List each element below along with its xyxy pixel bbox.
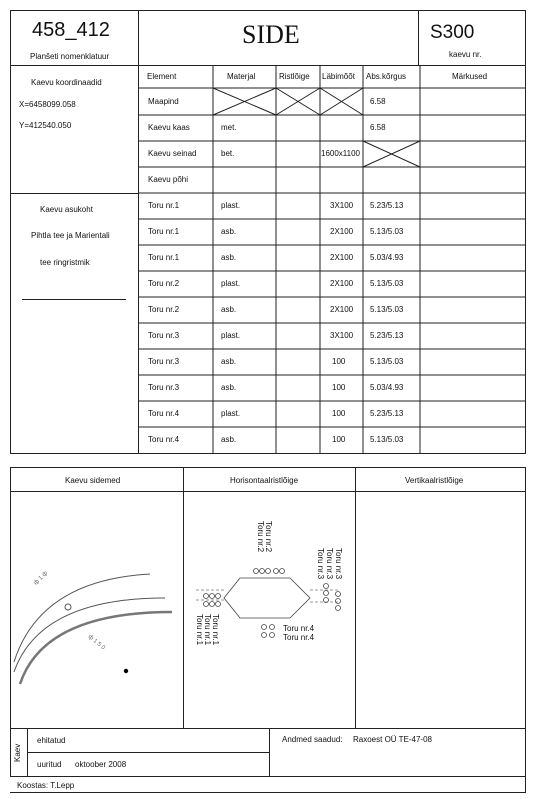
cell-element: Toru nr.2	[148, 279, 180, 288]
cell-element: Toru nr.4	[148, 435, 180, 444]
cell-element: Toru nr.2	[148, 305, 180, 314]
cell-abs-korgus: 6.58	[370, 123, 386, 132]
lower-left-line	[10, 467, 11, 777]
svg-text:ф 1 5 0: ф 1 5 0	[86, 633, 106, 652]
label-toru2b: Toru nr.2	[264, 521, 273, 553]
well-number-label: kaevu nr.	[449, 50, 482, 59]
cell-materjal: asb.	[221, 383, 237, 392]
left-panel-underline	[22, 299, 126, 300]
frame-left-line	[10, 10, 11, 453]
frame-top-line	[10, 10, 526, 11]
lower-col1-title: Kaevu sidemed	[65, 476, 121, 485]
lower-col3-title: Vertikaalristlõige	[405, 476, 464, 485]
label-toru2a: Toru nr.2	[256, 521, 265, 553]
cell-labimoot: 3X100	[330, 331, 354, 340]
cell-abs-korgus: 5.13/5.03	[370, 357, 404, 366]
location-line1: Pihtla tee ja Marientali	[31, 231, 110, 240]
cell-element: Toru nr.1	[148, 227, 180, 236]
cell-labimoot: 1600x1100	[321, 149, 360, 158]
footer-andmed-label: Andmed saadud:	[282, 735, 343, 744]
cell-labimoot: 2X100	[330, 279, 354, 288]
cell-materjal: asb.	[221, 227, 237, 236]
cell-labimoot: 100	[332, 357, 346, 366]
footer-koostas: Koostas: T.Lepp	[17, 781, 75, 790]
footer-bottom-line	[10, 776, 526, 777]
label-toru3c: Toru nr.3	[316, 548, 325, 580]
label-toru3a: Toru nr.3	[334, 548, 343, 580]
header-element: Element	[147, 72, 177, 81]
cell-element: Toru nr.1	[148, 253, 180, 262]
footer-top-line	[10, 728, 526, 729]
cell-materjal: plast.	[221, 409, 241, 418]
cell-labimoot: 3X100	[330, 201, 354, 210]
header-right-divider	[418, 10, 419, 65]
header-materjal: Materjal	[227, 72, 256, 81]
coords-title: Kaevu koordinaadid	[31, 78, 102, 87]
lower-header-line	[10, 491, 526, 492]
frame-right-line	[525, 10, 526, 453]
lower-col-divider-2	[355, 467, 356, 728]
document-title: SIDE	[242, 20, 300, 49]
lower-col-divider-1	[183, 467, 184, 728]
cell-abs-korgus: 5.13/5.03	[370, 305, 404, 314]
left-col-divider	[138, 10, 139, 453]
nomenclature-label: Planšeti nomenklatuur	[30, 52, 110, 61]
cell-abs-korgus: 5.23/5.13	[370, 331, 404, 340]
cell-materjal: asb.	[221, 253, 237, 262]
footer-row-line	[27, 752, 269, 753]
cell-element: Toru nr.4	[148, 409, 180, 418]
lower-col2-title: Horisontaalristlõige	[230, 476, 299, 485]
cell-materjal: bet.	[221, 149, 235, 158]
footer-ehitatud-label: ehitatud	[37, 736, 66, 745]
cell-materjal: plast.	[221, 331, 241, 340]
cell-labimoot: 2X100	[330, 253, 354, 262]
cell-labimoot: 100	[332, 383, 346, 392]
left-panel-split	[10, 193, 138, 194]
cell-materjal: met.	[221, 123, 237, 132]
cell-materjal: plast.	[221, 201, 241, 210]
coord-y: Y=412540.050	[19, 121, 72, 130]
cell-abs-korgus: 5.13/5.03	[370, 227, 404, 236]
cell-materjal: asb.	[221, 435, 237, 444]
cell-element: Toru nr.3	[148, 357, 180, 366]
label-toru4a: Toru nr.4	[283, 624, 315, 633]
header-labimoot: Läbimõõt	[322, 72, 355, 81]
cell-labimoot: 2X100	[330, 305, 354, 314]
label-toru1b: Toru nr.1	[203, 614, 212, 646]
cell-labimoot: 100	[332, 409, 346, 418]
footer-uuritud-value: oktoober 2008	[75, 760, 127, 769]
cell-element: Toru nr.3	[148, 383, 180, 392]
cell-abs-korgus: 5.03/4.93	[370, 253, 404, 262]
cell-element: Maapind	[148, 97, 179, 106]
cell-abs-korgus: 5.23/5.13	[370, 201, 404, 210]
cell-labimoot: 2X100	[330, 227, 354, 236]
header-ristloige: Ristlõige	[279, 72, 310, 81]
footer-kaev-label: Kaev	[13, 743, 22, 762]
cell-abs-korgus: 5.13/5.03	[370, 435, 404, 444]
cell-abs-korgus: 5.03/4.93	[370, 383, 404, 392]
footer-uuritud-label: uuritud	[37, 760, 62, 769]
header-markused: Märkused	[452, 72, 488, 81]
coord-x: X=6458099.058	[19, 100, 76, 109]
svg-text:ф 1 ф: ф 1 ф	[33, 570, 50, 587]
cell-abs-korgus: 5.23/5.13	[370, 409, 404, 418]
label-toru1a: Toru nr.1	[195, 614, 204, 646]
location-line2: tee ringristmik	[40, 258, 90, 267]
cell-materjal: asb.	[221, 357, 237, 366]
cell-abs-korgus: 5.13/5.03	[370, 279, 404, 288]
lower-top-line	[10, 467, 526, 468]
cell-element: Kaevu kaas	[148, 123, 190, 132]
page-bottom-line	[10, 792, 526, 793]
cell-materjal: plast.	[221, 279, 241, 288]
cell-abs-korgus: 6.58	[370, 97, 386, 106]
footer-andmed-value: Raxoest OÜ TE-47-08	[353, 735, 432, 744]
cell-element: Kaevu seinad	[148, 149, 197, 158]
cell-element: Toru nr.3	[148, 331, 180, 340]
cell-element: Toru nr.1	[148, 201, 180, 210]
cell-labimoot: 100	[332, 435, 346, 444]
header-bottom-line	[10, 65, 526, 66]
footer-mid-divider	[269, 728, 270, 777]
header-abs-korgus: Abs.kõrgus	[366, 72, 407, 81]
label-toru1c: Toru nr.1	[211, 614, 220, 646]
frame-bottom-line	[10, 453, 526, 454]
well-number: S300	[430, 22, 475, 43]
cell-materjal: asb.	[221, 305, 237, 314]
label-toru3b: Toru nr.3	[325, 548, 334, 580]
location-title: Kaevu asukoht	[40, 205, 93, 214]
cell-element: Kaevu põhi	[148, 175, 189, 184]
nomenclature-number: 458_412	[32, 19, 110, 41]
label-toru4b: Toru nr.4	[283, 633, 315, 642]
lower-right-line	[525, 467, 526, 792]
